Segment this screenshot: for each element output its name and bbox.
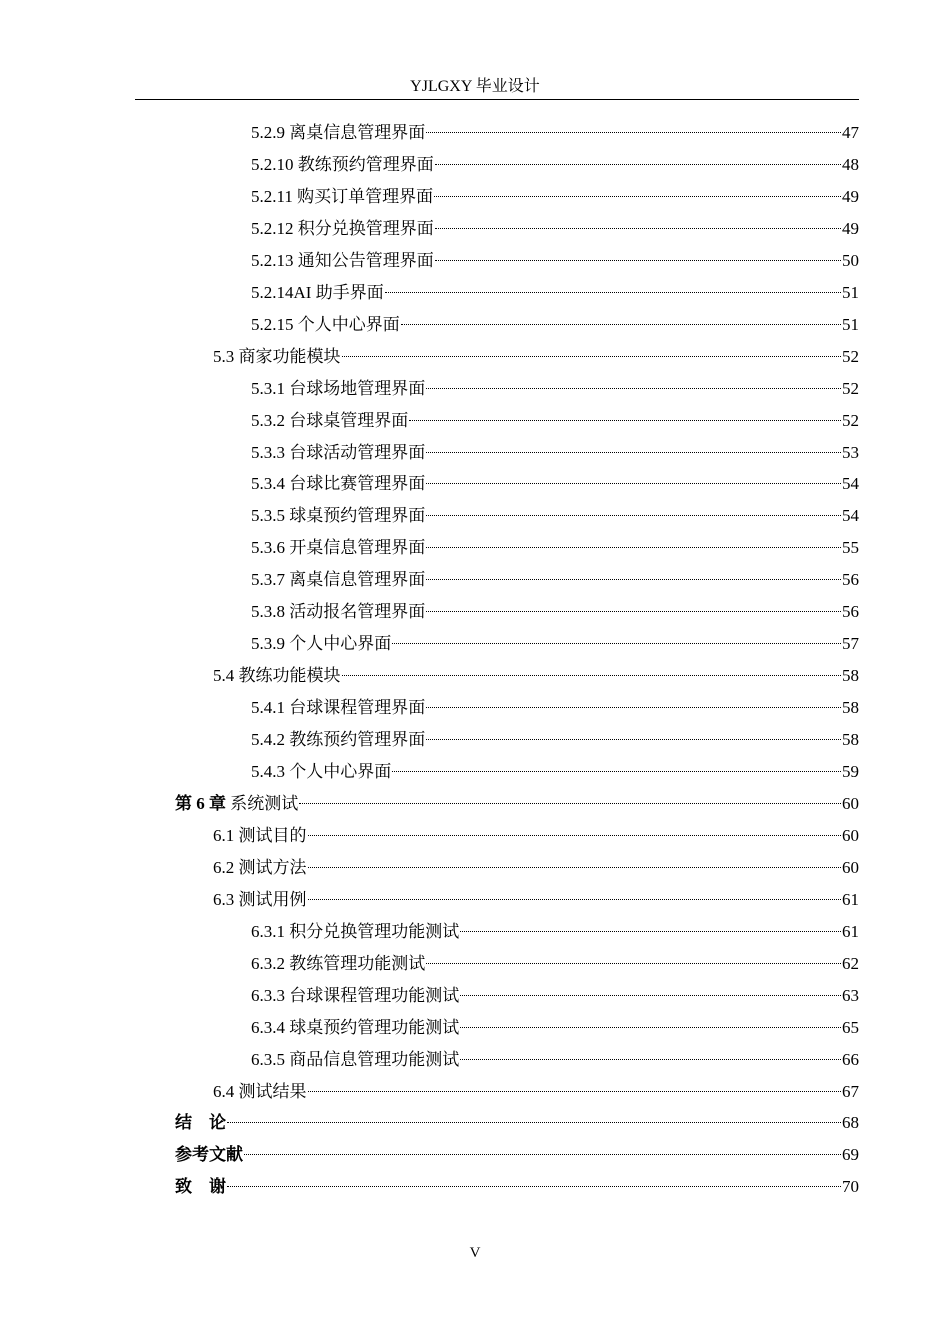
toc-entry-page-number: 60 xyxy=(842,793,859,813)
toc-entry-page-number: 57 xyxy=(842,634,859,654)
toc-entry[interactable] xyxy=(251,373,859,401)
toc-entry[interactable] xyxy=(251,916,859,944)
toc-entry[interactable] xyxy=(251,437,859,465)
toc-entry-page-number: 53 xyxy=(842,442,859,462)
toc-entry[interactable] xyxy=(251,277,859,305)
toc-entry-label: 参考文献 xyxy=(175,1145,243,1165)
toc-entry-label: 5.2.11 购买订单管理界面 xyxy=(251,186,434,206)
toc-entry[interactable] xyxy=(213,341,859,369)
toc-entry[interactable] xyxy=(251,309,859,337)
toc-entry-label: 6.3.5 商品信息管理功能测试 xyxy=(251,1049,460,1069)
toc-entry[interactable] xyxy=(251,149,859,177)
toc-entry[interactable] xyxy=(251,628,859,656)
toc-entry-label: 5.3.4 台球比赛管理界面 xyxy=(251,474,426,494)
toc-entry-page-number: 58 xyxy=(842,730,859,750)
toc-entry-page-number: 51 xyxy=(842,314,859,334)
toc-entry-page-number: 49 xyxy=(842,186,859,206)
toc-dot-leader xyxy=(426,463,841,484)
toc-entry-label: 5.3.7 离桌信息管理界面 xyxy=(251,570,426,590)
toc-entry-label: 5.2.12 积分兑换管理界面 xyxy=(251,218,434,238)
toc-entry-label: 6.3 测试用例 xyxy=(213,889,307,909)
toc-entry-page-number: 56 xyxy=(842,602,859,622)
toc-dot-leader xyxy=(426,559,841,580)
toc-entry-page-number: 54 xyxy=(842,474,859,494)
toc-dot-leader xyxy=(426,112,841,133)
toc-dot-leader xyxy=(308,847,842,868)
toc-entry-page-number: 67 xyxy=(842,1081,859,1101)
toc-entry-page-number: 52 xyxy=(842,378,859,398)
toc-entry-page-number: 59 xyxy=(842,762,859,781)
toc-dot-leader xyxy=(401,304,841,325)
toc-entry-label: 5.4.1 台球课程管理界面 xyxy=(251,698,426,718)
toc-entry[interactable] xyxy=(251,213,859,241)
toc-entry[interactable] xyxy=(251,1044,859,1072)
toc-entry-page-number: 50 xyxy=(842,250,859,270)
toc-entry[interactable] xyxy=(175,1171,859,1199)
toc-dot-leader xyxy=(460,1039,841,1060)
toc-entry[interactable] xyxy=(251,532,859,560)
toc-entry-label: 6.3.4 球桌预约管理功能测试 xyxy=(251,1017,460,1037)
toc-entry-page-number: 61 xyxy=(842,889,859,909)
toc-dot-leader xyxy=(342,655,842,676)
toc-entry-label: 5.4 教练功能模块 xyxy=(213,666,341,686)
toc-dot-leader xyxy=(385,272,841,293)
toc-entry[interactable] xyxy=(175,788,859,816)
toc-dot-leader xyxy=(434,176,841,197)
toc-entry[interactable] xyxy=(251,724,859,752)
toc-dot-leader xyxy=(308,815,842,836)
toc-dot-leader xyxy=(409,400,841,421)
toc-dot-leader xyxy=(392,623,841,644)
toc-entry-page-number: 63 xyxy=(842,985,859,1005)
toc-entry-label: 5.3.9 个人中心界面 xyxy=(251,634,392,654)
toc-entry-label: 5.3.5 球桌预约管理界面 xyxy=(251,506,426,526)
toc-entry-label: 结 论 xyxy=(175,1113,226,1133)
toc-entry-label: 6.2 测试方法 xyxy=(213,857,307,877)
toc-entry-page-number: 55 xyxy=(842,538,859,558)
toc-dot-leader xyxy=(426,719,841,740)
toc-dot-leader xyxy=(435,208,841,229)
toc-entry-page-number: 60 xyxy=(842,857,859,877)
toc-entry-label: 6.4 测试结果 xyxy=(213,1081,307,1101)
toc-dot-leader xyxy=(426,432,841,453)
toc-entry[interactable] xyxy=(175,1139,859,1167)
toc-entry-label: 5.2.14AI 助手界面 xyxy=(251,282,384,302)
toc-entry-page-number: 60 xyxy=(842,825,859,845)
toc-entry-page-number: 69 xyxy=(842,1145,859,1165)
toc-dot-leader xyxy=(308,879,842,900)
toc-entry-page-number: 61 xyxy=(842,921,859,941)
toc-dot-leader xyxy=(426,495,841,516)
toc-entry-page-number: 66 xyxy=(842,1049,859,1069)
toc-dot-leader xyxy=(435,240,841,261)
toc-entry-label: 5.2.15 个人中心界面 xyxy=(251,314,400,334)
toc-dot-leader xyxy=(460,1007,841,1028)
header-divider xyxy=(135,99,859,100)
page-header-title: YJLGXY 毕业设计 xyxy=(410,78,540,95)
toc-entry-page-number: 58 xyxy=(842,666,859,686)
toc-dot-leader xyxy=(308,1071,842,1092)
toc-entry[interactable] xyxy=(251,980,859,1008)
toc-entry[interactable] xyxy=(251,245,859,273)
toc-entry-page-number: 47 xyxy=(842,123,859,142)
toc-entry-label: 5.2.9 离桌信息管理界面 xyxy=(251,123,426,142)
page-number: V xyxy=(469,1245,481,1261)
toc-entry-page-number: 51 xyxy=(842,282,859,302)
toc-entry[interactable] xyxy=(213,852,859,880)
toc-entry-label: 5.3.3 台球活动管理界面 xyxy=(251,442,426,462)
toc-dot-leader xyxy=(460,911,841,932)
toc-entry-label: 5.3.2 台球桌管理界面 xyxy=(251,410,409,430)
toc-entry-label: 5.3.8 活动报名管理界面 xyxy=(251,602,426,622)
toc-entry[interactable] xyxy=(251,692,859,720)
toc-entry-page-number: 58 xyxy=(842,698,859,718)
toc-entry-title: 系统测试 xyxy=(226,793,299,813)
toc-entry-page-number: 52 xyxy=(842,410,859,430)
toc-entry[interactable] xyxy=(251,1012,859,1040)
toc-entry[interactable] xyxy=(251,117,859,145)
toc-dot-leader xyxy=(435,144,841,165)
toc-entry-page-number: 54 xyxy=(842,506,859,526)
toc-entry-page-number: 62 xyxy=(842,953,859,973)
toc-entry-page-number: 56 xyxy=(842,570,859,590)
toc-dot-leader xyxy=(426,943,841,964)
toc-dot-leader xyxy=(342,336,842,357)
toc-entry-label: 6.3.2 教练管理功能测试 xyxy=(251,953,426,973)
toc-entry[interactable] xyxy=(251,756,859,784)
toc-dot-leader xyxy=(426,591,841,612)
toc-dot-leader xyxy=(460,975,841,996)
toc-entry-label: 5.3 商家功能模块 xyxy=(213,346,341,366)
toc-dot-leader xyxy=(227,1166,841,1187)
toc-entry-label: 6.1 测试目的 xyxy=(213,825,307,845)
toc-entry-label: 5.4.3 个人中心界面 xyxy=(251,762,392,781)
toc-entry-label: 5.3.6 开桌信息管理界面 xyxy=(251,538,426,558)
toc-dot-leader xyxy=(426,687,841,708)
toc-entry-page-number: 52 xyxy=(842,346,859,366)
toc-entry[interactable] xyxy=(251,500,859,528)
toc-entry-label: 5.2.13 通知公告管理界面 xyxy=(251,250,434,270)
toc-entry-page-number: 49 xyxy=(842,218,859,238)
toc-entry[interactable] xyxy=(175,1107,859,1135)
toc-dot-leader xyxy=(426,368,841,389)
toc-entry[interactable] xyxy=(251,468,859,496)
toc-entry[interactable] xyxy=(251,564,859,592)
toc-entry-label: 致 谢 xyxy=(175,1177,226,1197)
toc-entry-label: 5.3.1 台球场地管理界面 xyxy=(251,378,426,398)
toc-entry[interactable] xyxy=(213,660,859,688)
toc-entry[interactable] xyxy=(251,948,859,976)
toc-entry-page-number: 48 xyxy=(842,154,859,174)
toc-entry-label: 5.2.10 教练预约管理界面 xyxy=(251,154,434,174)
toc-entry[interactable] xyxy=(213,820,859,848)
toc-entry-label: 5.4.2 教练预约管理界面 xyxy=(251,730,426,750)
toc-entry[interactable] xyxy=(213,884,859,912)
toc-entry-label: 第 6 章 xyxy=(175,793,226,813)
toc-entry-page-number: 70 xyxy=(842,1177,859,1197)
toc-entry[interactable] xyxy=(251,596,859,624)
toc-dot-leader xyxy=(426,527,841,548)
toc-entry-page-number: 68 xyxy=(842,1113,859,1133)
toc-dot-leader xyxy=(299,783,841,804)
toc-entry-label: 6.3.3 台球课程管理功能测试 xyxy=(251,985,460,1005)
toc-entry[interactable] xyxy=(213,1076,859,1104)
toc-entry-page-number: 65 xyxy=(842,1017,859,1037)
toc-entry[interactable] xyxy=(251,405,859,433)
toc-dot-leader xyxy=(227,1102,841,1123)
toc-dot-leader xyxy=(244,1134,841,1155)
toc-entry-label: 6.3.1 积分兑换管理功能测试 xyxy=(251,921,460,941)
toc-dot-leader xyxy=(392,751,841,772)
toc-entry[interactable] xyxy=(251,181,859,209)
